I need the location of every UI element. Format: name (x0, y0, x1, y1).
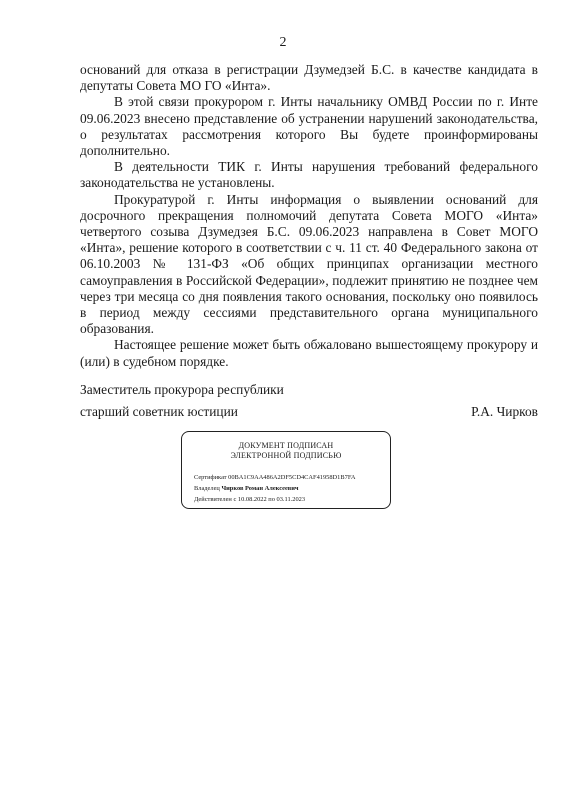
stamp-title-line-1: ДОКУМЕНТ ПОДПИСАН (238, 441, 334, 450)
stamp-owner-label: Владелец (194, 485, 220, 492)
stamp-owner (194, 485, 299, 492)
signer-rank: старший советник юстиции (80, 404, 238, 419)
stamp-valid-to-label: по (268, 496, 275, 503)
page-number: 2 (279, 35, 287, 50)
signer-name: Р.А. Чирков (471, 404, 538, 419)
document-body (80, 62, 538, 370)
paragraph-1: оснований для отказа в регистрации Дзумедзей Б.С. в качестве кандидата в депутаты Совета МО ГО «Инта». (80, 62, 538, 94)
stamp-title-line-2: ЭЛЕКТРОННОЙ ПОДПИСЬЮ (230, 451, 342, 460)
stamp-valid-to: 03.11.2023 (276, 496, 306, 503)
paragraph-2: В этой связи прокурором г. Инты начальнику ОМВД России по г. Инте 09.06.2023 внесено представление об устранении нарушений законодательства, о результатах рассмотрения которого Вы будете проинформированы дополнительно. (80, 94, 538, 159)
signer-rank-row (80, 404, 538, 420)
electronic-signature-stamp (181, 431, 391, 509)
signer-position: Заместитель прокурора республики (80, 382, 284, 397)
paragraph-5: Настоящее решение может быть обжаловано вышестоящему прокурору и (или) в судебном порядке. (80, 337, 538, 369)
stamp-valid-from: 10.08.2022 (237, 496, 267, 503)
paragraph-3: В деятельности ТИК г. Инты нарушения требований федерального законодательства не установлены. (80, 159, 538, 191)
stamp-valid-from-label: с (233, 496, 237, 503)
stamp-certificate-value: 00BA1C9AA486A2DF5CD4CAF41958D1B7FA (228, 474, 356, 481)
stamp-valid-label: Действителен (194, 496, 232, 503)
stamp-owner-value: Чирков Роман Алексеевич (221, 485, 299, 492)
stamp-title (182, 441, 390, 461)
paragraph-4: Прокуратурой г. Инты информация о выявлении оснований для досрочного прекращения полномочий депутата Совета МОГО «Инта» четвертого созыва Дзумедзея Б.С. 09.06.2023 направлена в Совет МОГО «Инта», решение которого в соответствии с ч. 11 ст. 40 Федерального закона от 06.10.2003 № 131-ФЗ «Об общих принципах организации местного самоуправления в Российской Федерации», подлежит принятию не позднее чем через три месяца со дня появления такого основания, поскольку оно появилось в период между сессиями представительного органа муниципального образования. (80, 191, 538, 337)
stamp-certificate-label: Сертификат (194, 474, 227, 481)
stamp-certificate (194, 474, 356, 481)
stamp-validity (194, 496, 305, 503)
